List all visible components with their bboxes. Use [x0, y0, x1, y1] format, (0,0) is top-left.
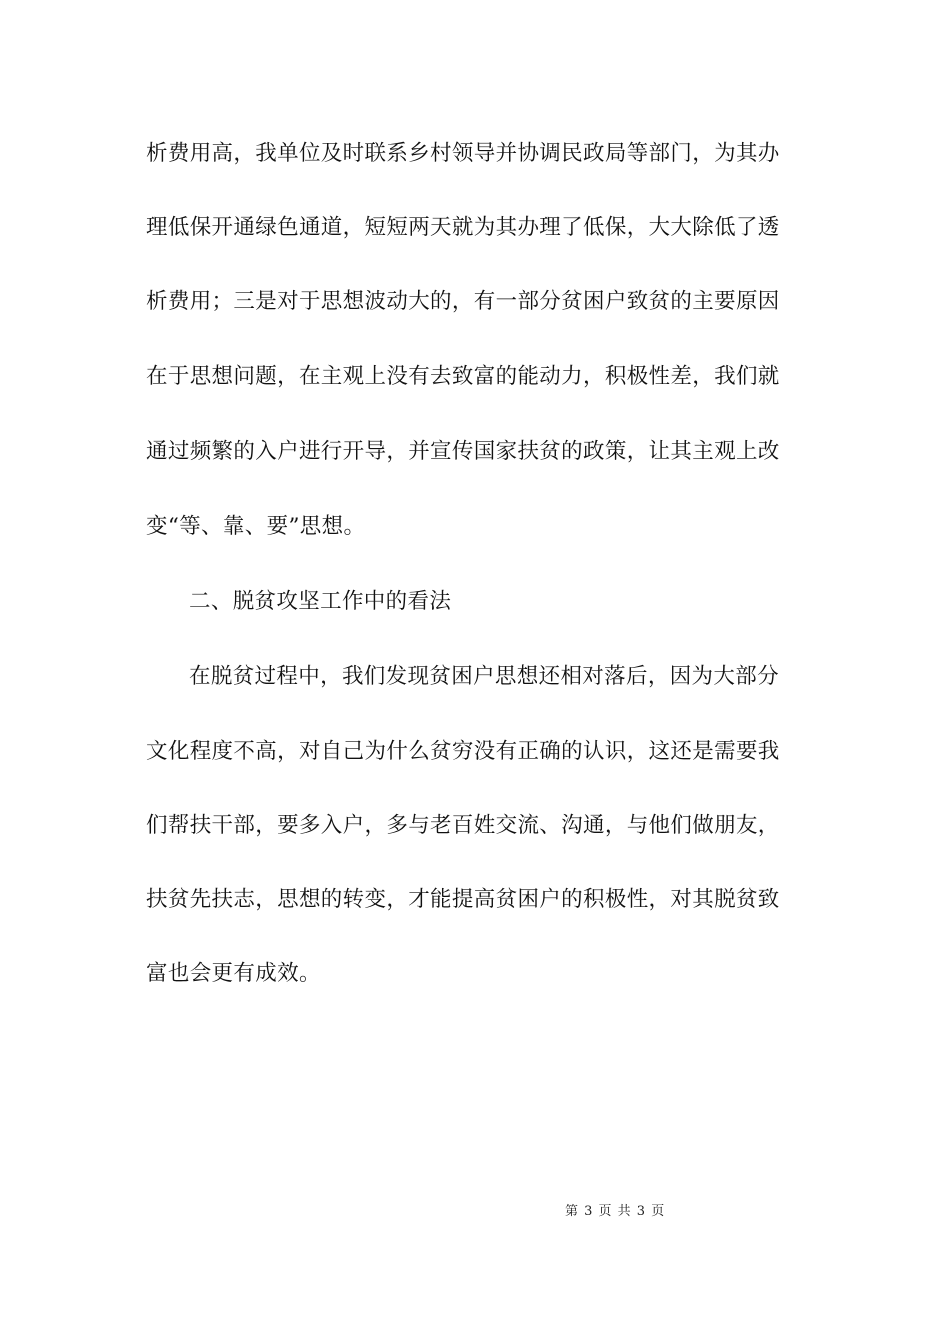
paragraph-line-10: 扶贫先扶志，思想的转变，才能提高贫困户的积极性，对其脱贫致 [146, 887, 780, 912]
paragraph-line-4: 在于思想问题，在主观上没有去致富的能动力，积极性差，我们就 [146, 364, 780, 389]
paragraph-line-2: 理低保开通绿色通道，短短两天就为其办理了低保，大大除低了透 [146, 215, 780, 240]
paragraph-line-3: 析费用；三是对于思想波动大的，有一部分贫困户致贫的主要原因 [146, 289, 780, 314]
paragraph-line-6: 变“等、靠、要”思想。 [146, 514, 366, 539]
paragraph-line-1: 析费用高，我单位及时联系乡村领导并协调民政局等部门，为其办 [146, 141, 780, 166]
page-number-footer: 第 3 页 共 3 页 [565, 1204, 666, 1219]
paragraph-line-11: 富也会更有成效。 [146, 961, 321, 986]
paragraph-line-9: 们帮扶干部，要多入户，多与老百姓交流、沟通，与他们做朋友， [146, 813, 780, 838]
paragraph-line-8: 文化程度不高，对自己为什么贫穷没有正确的认识，这还是需要我 [146, 739, 780, 764]
paragraph-line-5: 通过频繁的入户进行开导，并宣传国家扶贫的政策，让其主观上改 [146, 439, 780, 464]
section-heading: 二、脱贫攻坚工作中的看法 [189, 589, 452, 614]
paragraph-line-7: 在脱贫过程中，我们发现贫困户思想还相对落后，因为大部分 [189, 664, 779, 689]
